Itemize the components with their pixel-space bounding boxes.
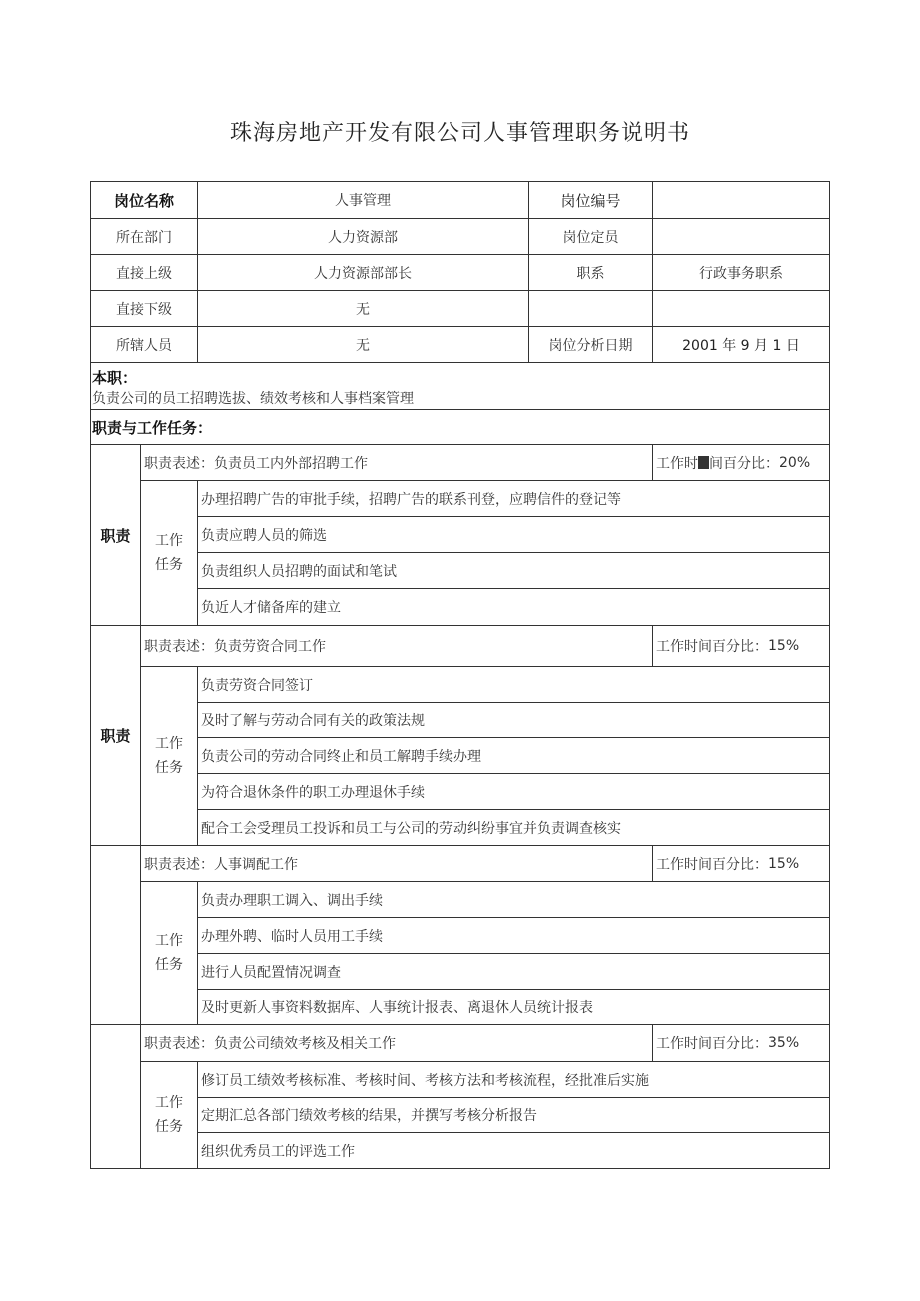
duty-desc-4: 职责表述：负责公司绩效考核及相关工作	[144, 1036, 396, 1052]
task-1-2: 负责应聘人员的筛选	[201, 527, 327, 544]
task-label-4	[141, 1062, 197, 1168]
value-headcount	[653, 219, 829, 254]
task-label-3	[141, 882, 197, 1024]
duty-desc-3: 职责表述：人事调配工作	[144, 856, 298, 873]
duty-pct-label-3: 工作时间百分比：	[656, 856, 768, 873]
label-position-name: 岗位名称	[113, 191, 174, 210]
label-direct-superior: 直接上级	[116, 265, 172, 282]
task-3-4: 及时更新人事资料数据库、人事统计报表、离退休人员统计报表	[201, 1000, 593, 1016]
duty-pct-1	[653, 445, 832, 480]
task-2-1: 负责劳资合同签订	[201, 677, 313, 694]
label-direct-subordinate: 直接下级	[116, 301, 172, 318]
task-label-line-1: 工作	[155, 933, 183, 949]
duty-pct-label-2: 工作时间百分比：	[656, 639, 768, 655]
value-empty-1	[653, 291, 829, 326]
value-direct-superior: 人力资源部部长	[314, 265, 412, 282]
label-department: 所在部门	[116, 229, 172, 246]
task-3-3: 进行人员配置情况调查	[201, 964, 341, 981]
value-position-name: 人事管理	[335, 193, 391, 209]
duty-pct-2	[653, 626, 832, 666]
task-label-line-2: 任务	[155, 957, 183, 973]
task-4-2: 定期汇总各部门绩效考核的结果，并撰写考核分析报告	[201, 1108, 537, 1124]
task-label-line-2: 任务	[155, 1119, 183, 1135]
label-analysis-date: 岗位分析日期	[548, 337, 633, 354]
task-label-line-1: 工作	[155, 533, 183, 549]
duty-pct-3	[653, 846, 832, 881]
task-label-line-2: 任务	[155, 557, 183, 573]
value-department: 人力资源部	[328, 229, 398, 246]
task-2-3: 负责公司的劳动合同终止和员工解聘手续办理	[201, 748, 481, 765]
task-label-1	[141, 481, 197, 625]
duty-pct-prefix-1: 工作时	[656, 455, 698, 472]
task-1-4: 负近人才储备库的建立	[201, 600, 341, 616]
duty-label-2: 职责	[100, 727, 131, 745]
task-label-line-1: 工作	[155, 736, 183, 752]
page-title: 珠海房地产开发有限公司人事管理职务说明书	[229, 121, 690, 146]
duty-pct-label-4: 工作时间百分比：	[656, 1036, 768, 1052]
task-label-line-2: 任务	[155, 760, 183, 776]
duty-label-1: 职责	[100, 526, 131, 545]
duty-pct-value-4: 35%	[768, 1035, 800, 1051]
summary-text: 负责公司的员工招聘选拔、绩效考核和人事档案管理	[92, 391, 414, 407]
duty-pct-suffix-1: 间百分比：	[709, 455, 779, 472]
task-4-1: 修订员工绩效考核标准、考核时间、考核方法和考核流程，经批准后实施	[201, 1072, 649, 1089]
task-1-1: 办理招聘广告的审批手续，招聘广告的联系刊登，应聘信件的登记等	[201, 491, 621, 508]
task-2-4: 为符合退休条件的职工办理退休手续	[201, 784, 425, 801]
task-label-2	[141, 667, 197, 845]
task-3-1: 负责办理职工调入、调出手续	[201, 892, 383, 909]
task-2-5: 配合工会受理员工投诉和员工与公司的劳动纠纷事宜并负责调查核实	[201, 820, 621, 837]
value-staff-under: 无	[356, 337, 370, 354]
summary-label: 本职：	[92, 368, 138, 387]
duty-desc-1: 职责表述：负责员工内外部招聘工作	[144, 455, 368, 472]
value-job-family: 行政事务职系	[699, 265, 783, 282]
task-1-3: 负责组织人员招聘的面试和笔试	[201, 563, 397, 580]
task-4-3: 组织优秀员工的评选工作	[201, 1143, 355, 1160]
duty-pct-4	[653, 1025, 832, 1061]
task-2-2: 及时了解与劳动合同有关的政策法规	[201, 713, 425, 729]
label-position-code: 岗位编号	[560, 191, 621, 210]
duty-pct-value-1: 20%	[779, 454, 811, 471]
label-headcount: 岗位定员	[562, 229, 619, 246]
duty-desc-2: 职责表述：负责劳资合同工作	[144, 639, 326, 655]
label-staff-under: 所辖人员	[116, 337, 172, 354]
task-3-2: 办理外聘、临时人员用工手续	[201, 928, 383, 945]
task-label-line-1: 工作	[155, 1095, 183, 1111]
value-analysis-date: 2001 年 9 月 1 日	[682, 337, 800, 354]
redacted-block	[698, 456, 709, 469]
value-direct-subordinate: 无	[356, 301, 370, 318]
duty-pct-value-2: 15%	[768, 638, 800, 654]
label-empty-1	[529, 291, 652, 326]
label-job-family: 职系	[576, 265, 605, 282]
duty-pct-value-3: 15%	[768, 855, 800, 872]
value-position-code	[653, 182, 829, 218]
duties-heading: 职责与工作任务：	[92, 418, 213, 437]
